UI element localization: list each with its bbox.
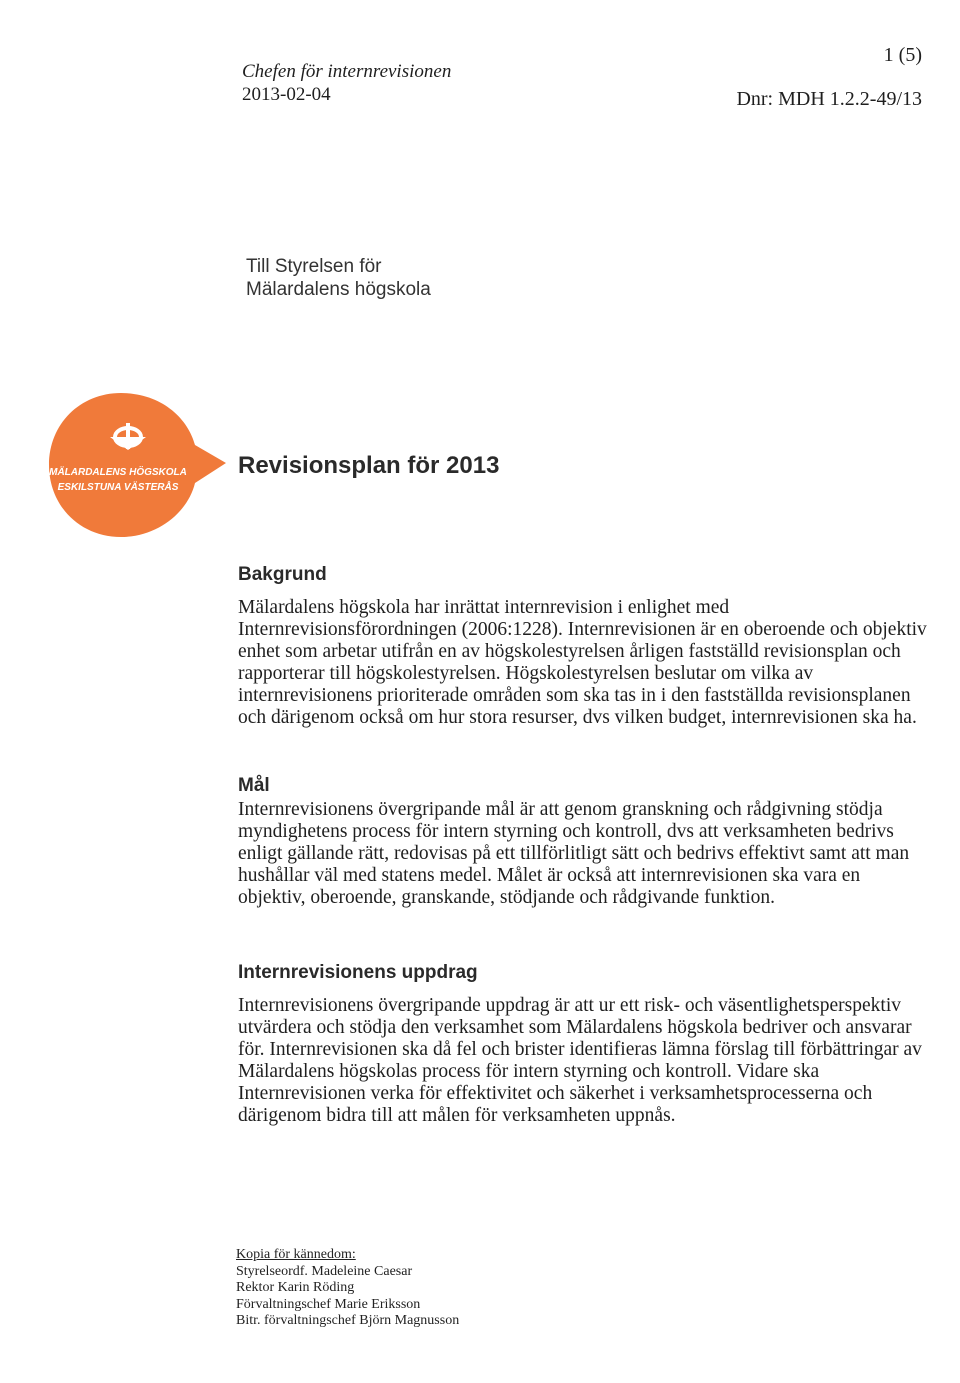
section-text-bakgrund: Mälardalens högskola har inrättat internrevision i enlighet med Internrevisionsförordningen (2006:1228). Internrevisionen är en oberoende och objektiv enhet som arbetar utifrån en av högskolestyrelsen årligen fastställd revisionsplan och rapporterar till högskolestyrelsen. Högskolestyrelsen beslutar om vilka av internrevisionens prioriterade områden som ska tas in i den fastställda revisionsplanen och därigenom också om hur stora resurser, dvs vilken budget, internrevisionen ska ha. (238, 597, 927, 728)
svg-text:ESKILSTUNA VÄSTERÅS: ESKILSTUNA VÄSTERÅS (57, 482, 179, 493)
section-heading-uppdrag: Internrevisionens uppdrag (238, 962, 478, 983)
header-unit: Chefen för internrevisionen (242, 61, 452, 82)
section-heading-bakgrund: Bakgrund (238, 564, 327, 585)
copy-recipient: Styrelseordf. Madeleine Caesar (236, 1263, 413, 1279)
university-logo (46, 390, 228, 540)
copy-recipient: Rektor Karin Röding (236, 1280, 355, 1295)
copy-recipient: Förvaltningschef Marie Eriksson (236, 1296, 421, 1312)
svg-text:MÄLARDALENS HÖGSKOLA: MÄLARDALENS HÖGSKOLA (49, 467, 187, 478)
recipient-line-1: Till Styrelsen för (246, 256, 382, 277)
header-date: 2013-02-04 (242, 84, 331, 105)
recipient-block (246, 255, 431, 301)
document-title: Revisionsplan för 2013 (238, 452, 500, 479)
copy-recipients-block (236, 1247, 459, 1330)
recipient-line-2: Mälardalens högskola (246, 279, 431, 300)
copy-heading: Kopia för kännedom: (236, 1247, 356, 1262)
section-text-mal: Internrevisionens övergripande mål är att genom granskning och rådgivning stödja myndighetens process för intern styrning och kontroll, dvs att verksamheten bedrivs enligt gällande rätt, redovisas på ett tillförlitligt sätt och bedrivs effektivt samt att man hushållar väl med statens medel. Målet är också att internrevisionen ska vara en objektiv, oberoende, granskande, stödjande och rådgivande funktion. (238, 799, 910, 908)
document-number: Dnr: MDH 1.2.2-49/13 (736, 88, 922, 110)
section-heading-mal: Mål (238, 775, 270, 796)
page-number: 1 (5) (883, 44, 922, 66)
copy-recipient: Bitr. förvaltningschef Björn Magnusson (236, 1313, 460, 1328)
section-text-uppdrag: Internrevisionens övergripande uppdrag är att ur ett risk- och väsentlighetsperspektiv utvärdera och stödja den verksamhet som Mälardalens högskola bedriver och ansvarar för. Internrevisionen ska då fel och brister identifieras lämna förslag till förbättringar av Mälardalens högskolas process för intern styrning och kontroll. Vidare ska Internrevisionen verka för effektivitet och säkerhet i verksamhetsprocesserna och därigenom bidra till att målen för verksamheten uppnås. (238, 995, 922, 1126)
